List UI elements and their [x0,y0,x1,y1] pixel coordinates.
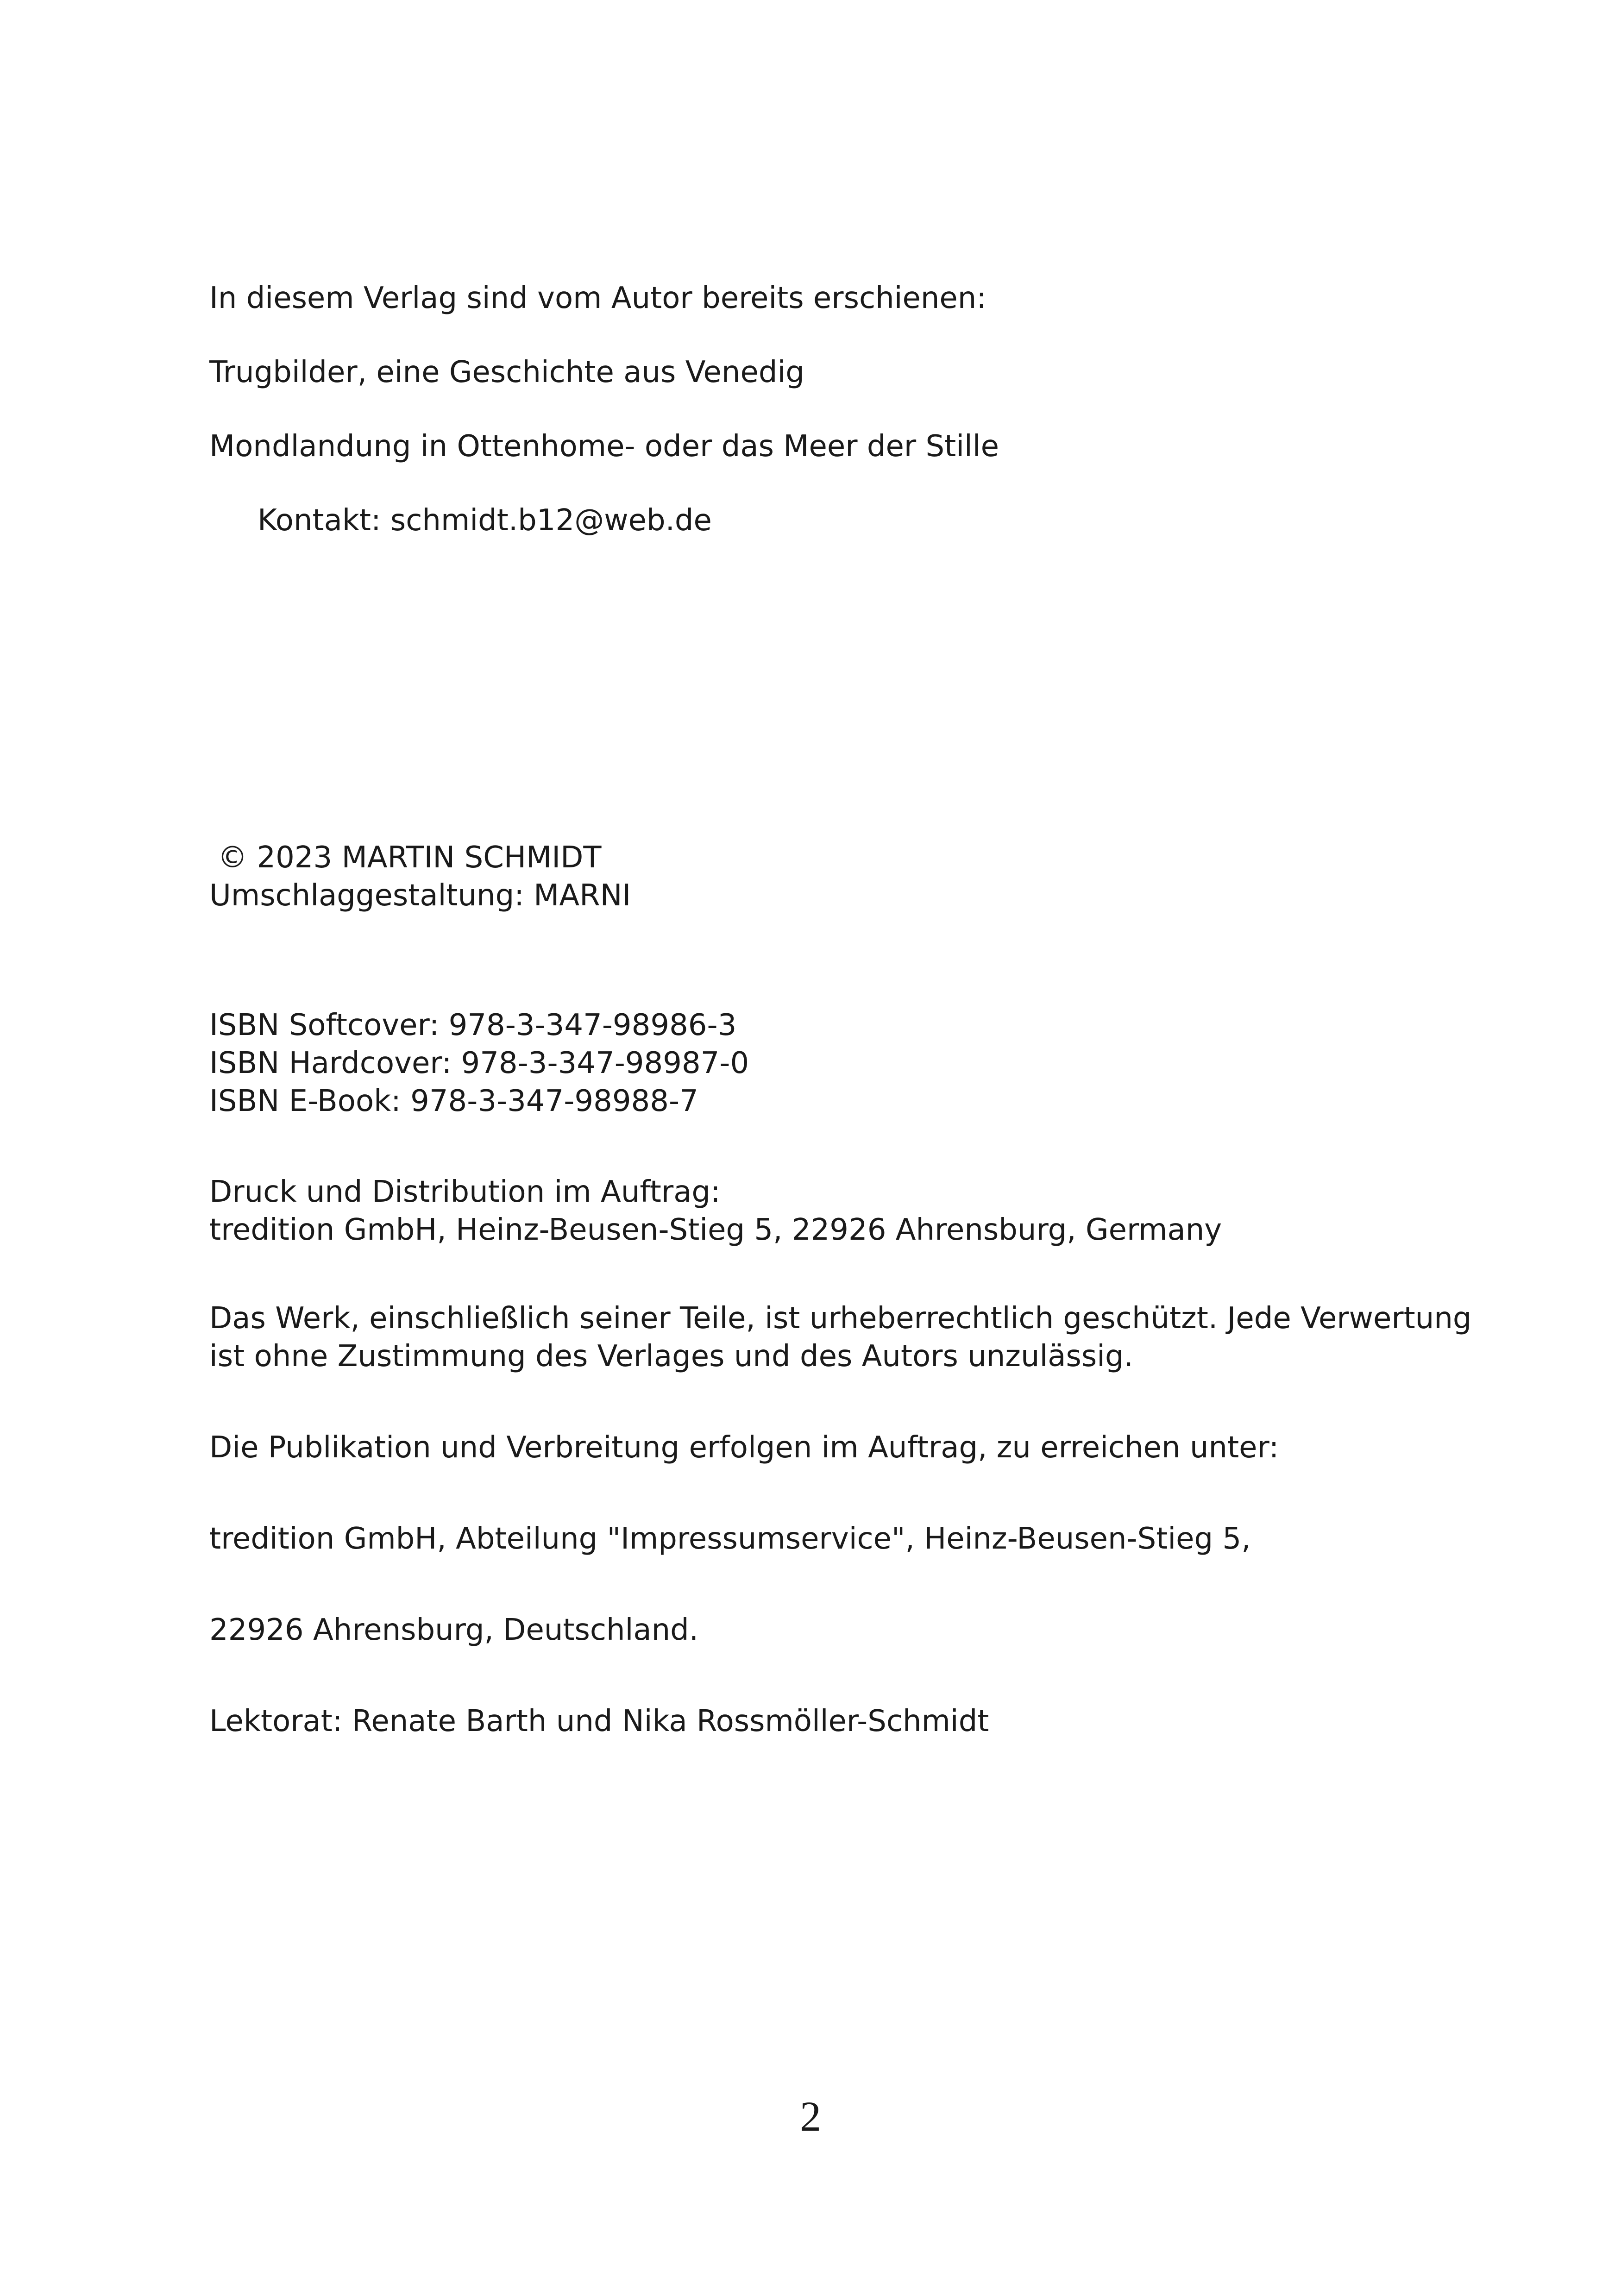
isbn-ebook: ISBN E-Book: 978-3-347-98988-7 [209,1084,698,1118]
publication-address-line-2: 22926 Ahrensburg, Deutschland. [209,1613,699,1647]
isbn-hardcover: ISBN Hardcover: 978-3-347-98987-0 [209,1046,749,1080]
rights-line-1: Das Werk, einschließlich seiner Teile, ist urheberrechtlich geschützt. Jede Verwertung [209,1301,1472,1336]
distribution-address: tredition GmbH, Heinz-Beusen-Stieg 5, 22926 Ahrensburg, Germany [209,1213,1222,1247]
publication-address-line-1: tredition GmbH, Abteilung "Impressumservice", Heinz-Beusen-Stieg 5, [209,1522,1251,1556]
editing-credit: Lektorat: Renate Barth und Nika Rossmöller-Schmidt [209,1704,989,1738]
contact-line: Kontakt: schmidt.b12@web.de [258,503,712,538]
copyright-line: © 2023 MARTIN SCHMIDT [218,841,602,875]
other-work-title-1: Trugbilder, eine Geschichte aus Venedig [209,355,804,389]
rights-line-2: ist ohne Zustimmung des Verlages und des Autors unzulässig. [209,1339,1133,1374]
page-number: 2 [800,2093,821,2140]
other-work-title-2: Mondlandung in Ottenhome- oder das Meer der Stille [209,429,999,464]
distribution-label: Druck und Distribution im Auftrag: [209,1175,721,1209]
publication-intro: Die Publikation und Verbreitung erfolgen im Auftrag, zu erreichen unter: [209,1430,1279,1465]
isbn-softcover: ISBN Softcover: 978-3-347-98986-3 [209,1008,737,1042]
cover-design-line: Umschlaggestaltung: MARNI [209,878,631,913]
other-works-intro: In diesem Verlag sind vom Autor bereits erschienen: [209,281,986,315]
